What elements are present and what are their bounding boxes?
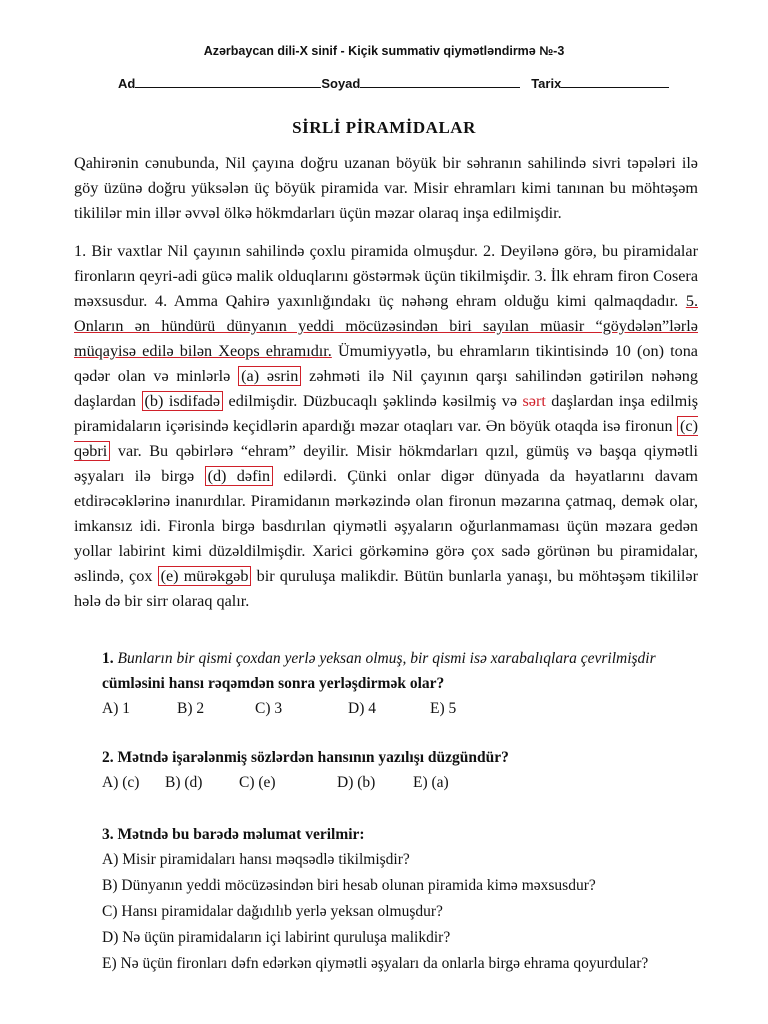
text-segment: var. Bu qəbirlərə “ehram” deyilir. Misir hökmdarları qızıl, gümüş və başqa qiymətli əşyaları ilə birgə: [74, 442, 698, 485]
sentence-5-underlined: 5. Onların ən hündürü dünyanın yeddi möcüzəsindən biri sayılan müasir “göydələn”lərlə müqayisə edilə bilən Xeops ehramıdır.: [74, 292, 698, 360]
question-2-options: [102, 770, 722, 795]
question-3-options: [102, 847, 722, 977]
q1-option-b[interactable]: B) 2: [177, 700, 205, 717]
marked-word-e: (e) mürəkgəb: [158, 566, 252, 586]
question-1-prompt: cümləsini hansı rəqəmdən sonra yerləşdirmək olar?: [102, 675, 445, 692]
question-1-sentence: Bunların bir qismi çoxdan yerlə yeksan olmuş, bir qismi isə xarabalıqlara çevrilmişdir: [117, 650, 656, 667]
question-1-options: [102, 696, 722, 721]
marked-word-b: (b) isdifadə: [142, 391, 224, 411]
sentences-1-4: 1. Bir vaxtlar Nil çayının sahilində çoxlu piramida olmuşdur. 2. Deyilənə görə, bu piramidalar fironların qeyri-adi gücə malik olduqlarını göstərmək üçün tikilmişdir. 3. İlk ehram firon Cosera məxsusdur. 4. Amma Qahirə yaxınlığındakı üç nəhəng ehram olduğu kimi qalmaqdadır.: [74, 242, 698, 310]
worksheet-header: Azərbaycan dili-X sinif - Kiçik summativ qiymətləndirmə №-3: [203, 44, 565, 58]
surname-label: Soyad: [321, 76, 361, 91]
q3-option-e[interactable]: E) Nə üçün fironları dəfn edərkən qiymətli əşyaları da onlarla birgə ehrama qoyurdular?: [102, 955, 649, 972]
marked-word-d: (d) dəfin: [205, 466, 274, 486]
text-segment: bir quruluşa malikdir. Bütün bunlarla yanaşı, bu möhtəşəm tikililər hələ də bir sirr olaraq qalır.: [74, 567, 698, 610]
text-segment: daşlardan inşa edilmiş piramidaların içərisində keçidlərin apardığı məzar otaqları var. Ən böyük otaqda isə fironun: [74, 392, 698, 435]
intro-paragraph: Qahirənin cənubunda, Nil çayına doğru uzanan böyük bir səhranın sahilində sivri təpələri ilə göy üzünə doğru yüksələn üç böyük piramida var. Misir ehramları kimi tanınan bu möhtəşəm tikililər min illər əvvəl ölkə hökmdarları üçün məzar olaraq inşa edilmişdir.: [74, 154, 698, 222]
date-label: Tarix: [531, 76, 562, 91]
marked-word-c: (c) qəbri: [74, 417, 698, 460]
question-3: [102, 822, 722, 977]
q2-option-a[interactable]: A) (c): [102, 774, 140, 791]
surname-blank: [360, 75, 520, 88]
q3-option-c[interactable]: C) Hansı piramidalar dağıdılıb yerlə yeksan olmuşdur?: [102, 903, 443, 920]
name-label: Ad: [118, 76, 136, 91]
question-1-number: 1.: [102, 650, 114, 667]
question-1: [102, 646, 722, 721]
q1-option-e[interactable]: E) 5: [430, 700, 457, 717]
q3-option-a[interactable]: A) Misir piramidaları hansı məqsədlə tikilmişdir?: [102, 851, 410, 868]
q2-option-c[interactable]: C) (e): [239, 774, 276, 791]
text-segment: edilmişdir. Düzbucaqlı şəklində kəsilmiş və: [223, 392, 523, 410]
q1-option-a[interactable]: A) 1: [102, 700, 130, 717]
main-paragraph: [74, 239, 698, 614]
date-blank: [561, 75, 669, 88]
text-segment: zəhməti ilə Nil çayının qarşı sahilindən gətirilən nəhəng daşlardan: [74, 367, 698, 410]
q3-option-d[interactable]: D) Nə üçün piramidaların içi labirint quruluşa malikdir?: [102, 929, 451, 946]
text-title: SİRLİ PİRAMİDALAR: [292, 118, 476, 137]
marked-word-a: (a) əsrin: [238, 366, 301, 386]
text-segment: edilərdi. Çünki onlar digər dünyada da həyatlarını davam etdirəcəklərinə inanırdılar. Piramidanın mərkəzində olan fironun məzarına çatmaq, demək olar, imkansız idi. Fironla birgə basdırılan qiymətli əşyaların oğurlanmaması üçün məzara gedən yollar labirint kimi düzəldilmişdir. Xarici görkəminə görə çox sadə görünən bu piramidalar, əslində, çox: [74, 467, 698, 585]
question-2-prompt: 2. Mətndə işarələnmiş sözlərdən hansının yazılışı düzgündür?: [102, 749, 509, 766]
q1-option-c[interactable]: C) 3: [255, 700, 283, 717]
q2-option-b[interactable]: B) (d): [165, 774, 203, 791]
text-segment: Ümumiyyətlə, bu ehramların tikintisində 10 (on) tona qədər olan və minlərlə: [74, 342, 698, 385]
q2-option-e[interactable]: E) (a): [413, 774, 449, 791]
q3-option-b[interactable]: B) Dünyanın yeddi möcüzəsindən biri hesab olunan piramida kimə məxsusdur?: [102, 877, 596, 894]
name-blank: [135, 75, 321, 88]
question-3-prompt: 3. Mətndə bu barədə məlumat verilmir:: [102, 826, 365, 843]
student-info-row: [118, 75, 678, 91]
question-2: [102, 745, 722, 795]
q2-option-d[interactable]: D) (b): [337, 774, 376, 791]
q1-option-d[interactable]: D) 4: [348, 700, 376, 717]
red-word: sərt: [522, 392, 546, 410]
